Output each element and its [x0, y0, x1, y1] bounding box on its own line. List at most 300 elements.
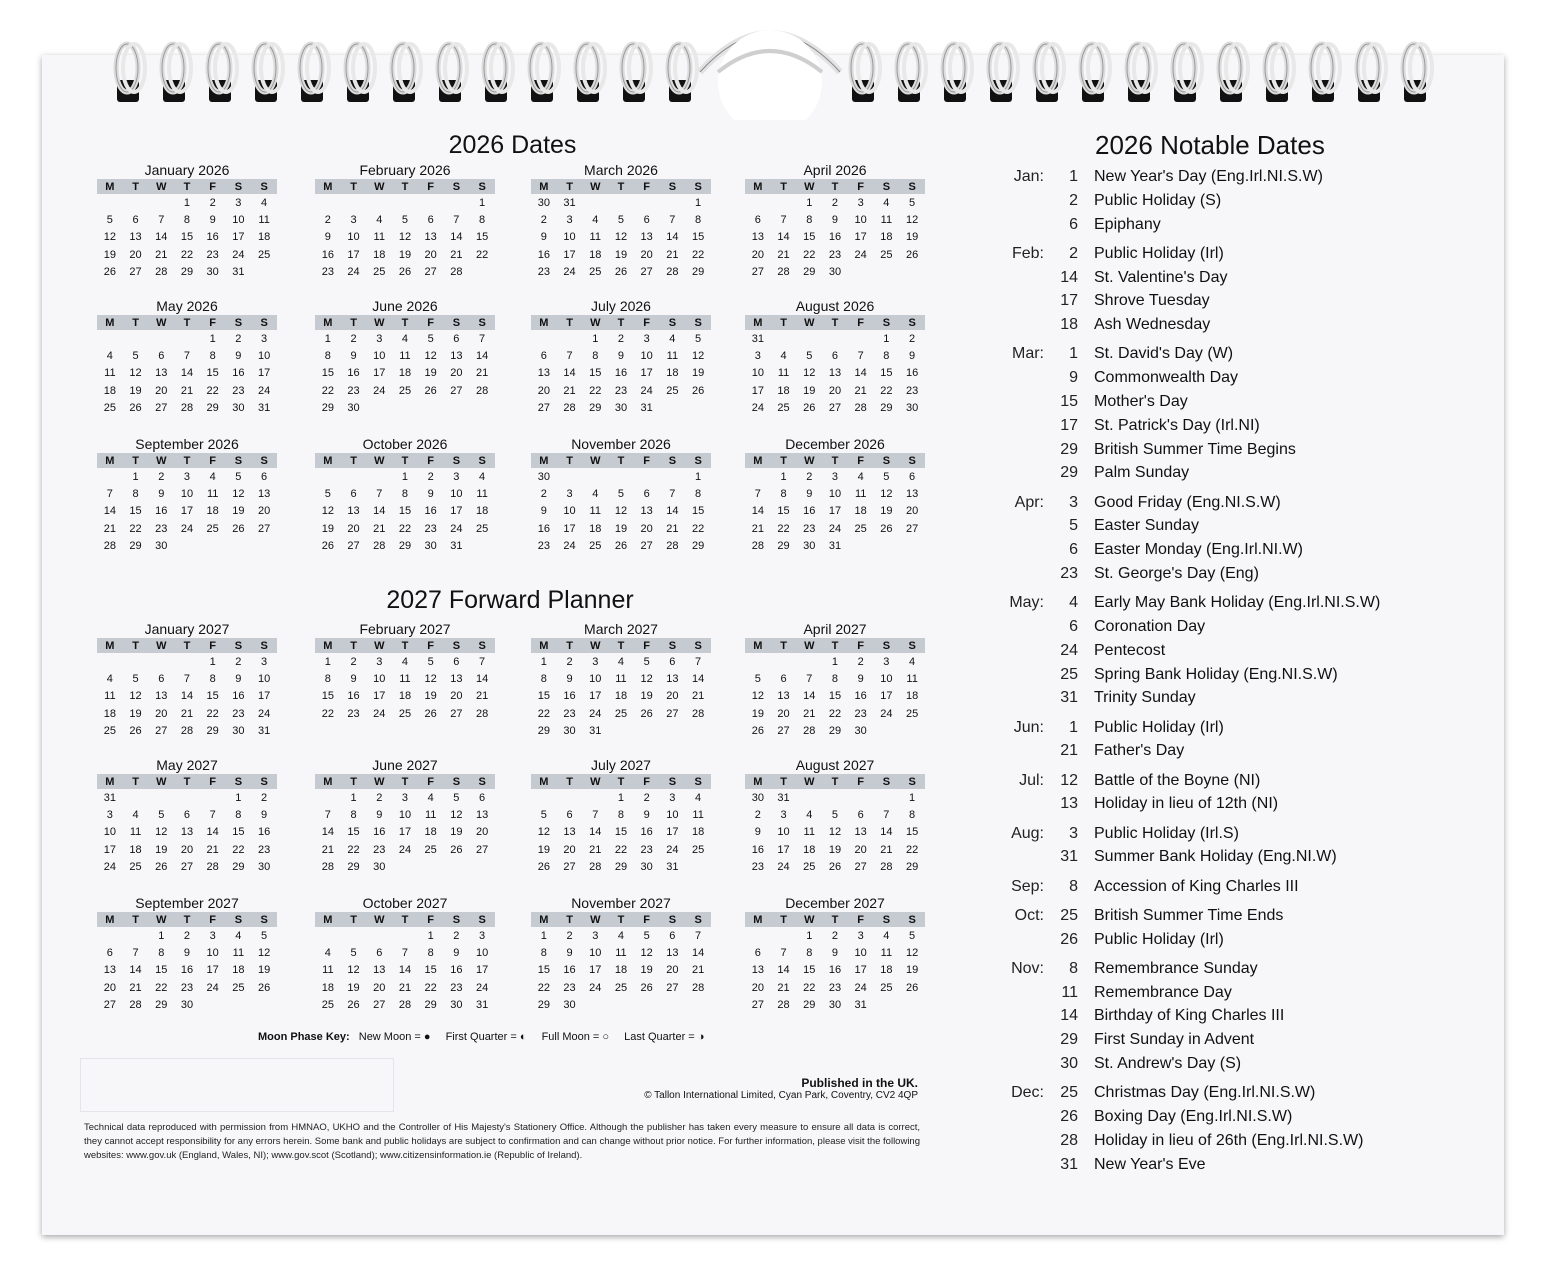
day-cell: 26: [232, 522, 245, 535]
day-cell: 7: [669, 488, 676, 501]
day-cell: 7: [566, 350, 573, 363]
notable-event: New Year's Day (Eng.Irl.NI.S.W): [1094, 168, 1323, 185]
day-cell: [226, 538, 252, 555]
day-cell: 16: [828, 231, 842, 244]
day-cell: 8: [209, 673, 216, 686]
weekday-header: T: [123, 453, 149, 468]
weekday-header: M: [315, 638, 341, 653]
day-cell: 18: [232, 964, 245, 977]
weekday-header: S: [226, 179, 252, 194]
notable-day: 25: [1060, 906, 1078, 924]
day-cell: 30: [614, 402, 628, 415]
notable-day: 29: [1060, 1031, 1078, 1049]
month-table: [531, 638, 711, 740]
day-cell: 30: [563, 999, 576, 1012]
day-cell: 30: [537, 470, 550, 483]
day-cell: 9: [540, 505, 547, 518]
weekday-header: F: [848, 179, 874, 194]
weekday-header: M: [97, 179, 123, 194]
day-cell: [899, 723, 925, 740]
day-cell: 25: [321, 999, 334, 1012]
day-cell: 29: [828, 725, 842, 738]
day-cell: 18: [905, 690, 919, 703]
day-cell: [315, 927, 341, 944]
weekday-header: T: [123, 774, 149, 789]
day-cell: 25: [475, 522, 489, 535]
day-cell: 19: [424, 690, 437, 703]
day-cell: 17: [828, 505, 842, 518]
day-cell: 29: [614, 861, 628, 874]
notable-event: Mother's Day: [1094, 393, 1188, 410]
weekday-header: W: [582, 179, 608, 194]
weekday-header: T: [341, 315, 367, 330]
weekday-header: F: [418, 315, 444, 330]
day-cell: 29: [155, 999, 168, 1012]
day-cell: 11: [666, 350, 679, 363]
label-box: [80, 1058, 394, 1112]
day-cell: 6: [376, 947, 383, 960]
day-cell: 16: [854, 690, 867, 703]
day-cell: 11: [615, 947, 627, 960]
day-cell: 18: [854, 505, 867, 518]
day-cell: 28: [854, 402, 867, 415]
day-cell: 6: [780, 673, 787, 686]
notable-day: 3: [1069, 824, 1078, 842]
month-name: January 2026: [144, 162, 230, 178]
day-cell: 19: [691, 367, 705, 380]
notable-day: 13: [1060, 795, 1078, 813]
weekday-header: T: [822, 638, 848, 653]
day-cell: 3: [376, 655, 383, 668]
day-cell: 28: [880, 861, 893, 874]
weekday-header: F: [418, 774, 444, 789]
weekday-header: S: [469, 638, 495, 653]
notable-day: 8: [1069, 959, 1078, 977]
day-cell: 25: [103, 402, 116, 415]
day-cell: 8: [617, 809, 625, 822]
day-cell: 29: [803, 266, 816, 279]
day-cell: 22: [232, 843, 245, 856]
notable-event: Battle of the Boyne (NI): [1094, 771, 1261, 789]
weekday-header: W: [796, 453, 822, 468]
day-cell: 2: [831, 929, 839, 942]
day-cell: 14: [475, 350, 489, 363]
month-name: August 2027: [795, 757, 875, 773]
day-cell: 20: [640, 248, 653, 261]
day-cell: [634, 194, 660, 211]
day-cell: 30: [155, 540, 168, 553]
weekday-header: T: [341, 453, 367, 468]
day-cell: 21: [691, 964, 705, 977]
day-cell: [848, 330, 874, 347]
day-cell: 30: [640, 861, 653, 874]
day-cell: 8: [183, 214, 191, 227]
day-cell: 23: [373, 843, 386, 856]
weekday-header: M: [97, 453, 123, 468]
notable-event: St. Andrew's Day (S): [1094, 1055, 1242, 1072]
day-cell: [341, 194, 367, 211]
day-cell: 4: [427, 791, 434, 804]
notable-day: 1: [1069, 168, 1078, 185]
day-cell: 29: [206, 725, 219, 738]
day-cell: 23: [828, 248, 842, 261]
day-cell: 12: [803, 367, 816, 380]
day-cell: 24: [450, 522, 463, 535]
day-cell: [148, 194, 174, 211]
day-cell: [771, 330, 797, 347]
day-cell: 5: [427, 655, 434, 668]
day-cell: 26: [905, 981, 919, 994]
day-cell: 18: [103, 384, 116, 397]
day-cell: 3: [566, 214, 573, 227]
day-cell: 22: [155, 981, 168, 994]
day-cell: 7: [453, 214, 460, 227]
month-table: [315, 774, 495, 876]
day-cell: 20: [751, 981, 764, 994]
notable-day: 17: [1060, 416, 1078, 434]
day-cell: 24: [347, 266, 360, 279]
day-cell: 28: [321, 861, 334, 874]
month-table: [97, 453, 277, 555]
day-cell: 21: [373, 522, 386, 535]
day-cell: 21: [103, 522, 116, 535]
weekday-header: W: [366, 774, 392, 789]
month-table: [745, 179, 925, 281]
day-cell: 25: [589, 540, 602, 553]
day-cell: 30: [828, 266, 842, 279]
day-cell: [822, 330, 848, 347]
weekday-header: M: [531, 912, 557, 927]
day-cell: 17: [666, 826, 679, 839]
day-cell: [315, 789, 341, 806]
notable-day: 1: [1069, 718, 1078, 736]
day-cell: 31: [232, 266, 245, 279]
day-cell: 15: [321, 690, 334, 703]
day-cell: 2: [324, 214, 331, 227]
day-cell: 16: [180, 964, 194, 977]
day-cell: 12: [103, 231, 116, 244]
day-cell: 6: [261, 470, 268, 483]
day-cell: 2: [806, 470, 813, 483]
day-cell: 21: [450, 248, 463, 261]
day-cell: 20: [905, 505, 919, 518]
day-cell: [745, 653, 771, 670]
day-cell: 11: [854, 488, 867, 501]
day-cell: 5: [643, 655, 650, 668]
day-cell: 9: [235, 350, 242, 363]
day-cell: 17: [563, 248, 576, 261]
day-cell: 5: [106, 214, 113, 227]
notable-event: Pentecost: [1094, 641, 1166, 659]
day-cell: 8: [540, 673, 547, 686]
month-table: [745, 774, 925, 876]
day-cell: 21: [398, 981, 412, 994]
day-cell: 22: [206, 707, 219, 720]
day-cell: 6: [857, 809, 864, 822]
day-cell: 19: [155, 843, 168, 856]
day-cell: 27: [751, 266, 764, 279]
day-cell: 5: [453, 791, 460, 804]
day-cell: 14: [563, 367, 576, 380]
day-cell: 18: [777, 384, 790, 397]
day-cell: 25: [666, 384, 679, 397]
day-cell: 9: [376, 809, 383, 822]
day-cell: 17: [103, 843, 116, 856]
day-cell: 22: [180, 248, 194, 261]
day-cell: [392, 194, 418, 211]
day-cell: 7: [183, 350, 191, 363]
day-cell: 21: [180, 707, 194, 720]
month-name: March 2026: [584, 162, 658, 178]
day-cell: 3: [566, 488, 573, 501]
weekday-header: S: [660, 179, 686, 194]
day-cell: 5: [427, 332, 434, 345]
notable-month-label: Mar:: [1012, 345, 1044, 363]
weekday-header: M: [745, 912, 771, 927]
notable-month-label: Apr:: [1014, 493, 1044, 511]
day-cell: 4: [132, 809, 139, 822]
day-cell: 19: [129, 384, 142, 397]
notable-event: Ash Wednesday: [1094, 316, 1211, 334]
day-cell: 11: [880, 947, 893, 960]
notable-day: 6: [1069, 215, 1078, 233]
day-cell: 2: [566, 929, 573, 942]
day-cell: 30: [751, 791, 764, 804]
day-cell: 26: [257, 981, 271, 994]
day-cell: 7: [324, 809, 331, 822]
day-cell: 24: [232, 248, 245, 261]
day-cell: [174, 330, 200, 347]
month-table: [97, 774, 277, 876]
day-cell: 18: [803, 843, 816, 856]
day-cell: 2: [427, 470, 434, 483]
cal2027-month-5: [97, 756, 277, 876]
day-cell: 10: [257, 350, 271, 363]
weekday-header: S: [874, 912, 900, 927]
month-table: [531, 453, 711, 555]
day-cell: [418, 400, 444, 417]
day-cell: 11: [104, 690, 116, 703]
day-cell: 5: [261, 929, 268, 942]
weekday-header: T: [392, 912, 418, 927]
day-cell: 16: [640, 826, 653, 839]
day-cell: 13: [563, 826, 576, 839]
day-cell: 20: [347, 522, 360, 535]
day-cell: 12: [424, 673, 437, 686]
day-cell: 19: [347, 981, 360, 994]
day-cell: [557, 330, 583, 347]
day-cell: 8: [350, 809, 357, 822]
day-cell: 6: [158, 350, 165, 363]
day-cell: 2: [617, 332, 625, 345]
day-cell: 17: [232, 231, 245, 244]
day-cell: 3: [376, 332, 383, 345]
day-cell: 21: [155, 248, 168, 261]
weekday-header: W: [582, 638, 608, 653]
day-cell: 30: [537, 196, 550, 209]
day-cell: 5: [695, 332, 702, 345]
day-cell: 12: [751, 690, 764, 703]
notable-month-label: May:: [1009, 594, 1044, 612]
day-cell: 1: [183, 196, 191, 209]
day-cell: 10: [854, 947, 867, 960]
day-cell: 25: [206, 522, 219, 535]
day-cell: 24: [257, 707, 271, 720]
month-name: November 2026: [571, 436, 671, 452]
weekday-header: W: [366, 912, 392, 927]
day-cell: 22: [691, 248, 705, 261]
weekday-header: S: [874, 179, 900, 194]
day-cell: [97, 653, 123, 670]
day-cell: 16: [563, 964, 576, 977]
day-cell: 26: [424, 384, 437, 397]
day-cell: 23: [614, 384, 628, 397]
day-cell: 10: [257, 673, 271, 686]
day-cell: 8: [806, 947, 813, 960]
weekday-header: F: [634, 774, 660, 789]
day-cell: 28: [666, 266, 679, 279]
day-cell: 9: [540, 231, 547, 244]
day-cell: 14: [691, 947, 705, 960]
notable-day: 18: [1060, 316, 1078, 334]
month-name: May 2027: [156, 757, 218, 773]
new-moon-key: New Moon = ●: [358, 1031, 431, 1043]
day-cell: 5: [831, 809, 839, 822]
day-cell: 12: [905, 214, 919, 227]
weekday-header: T: [174, 179, 200, 194]
day-cell: 24: [640, 384, 653, 397]
day-cell: 24: [373, 707, 386, 720]
day-cell: 9: [806, 488, 813, 501]
day-cell: [97, 927, 123, 944]
notable-day: 1: [1069, 345, 1078, 363]
day-cell: 9: [453, 947, 460, 960]
day-cell: 7: [780, 214, 787, 227]
weekday-header: S: [874, 315, 900, 330]
day-cell: 15: [129, 505, 142, 518]
day-cell: 6: [453, 332, 460, 345]
day-cell: 1: [695, 196, 702, 209]
notable-event: Public Holiday (S): [1094, 191, 1222, 209]
day-cell: 6: [132, 214, 139, 227]
month-table: [531, 912, 711, 1014]
weekday-header: S: [660, 912, 686, 927]
day-cell: 24: [475, 981, 489, 994]
weekday-header: W: [148, 315, 174, 330]
day-cell: 14: [803, 690, 816, 703]
day-cell: 13: [257, 488, 271, 501]
weekday-header: S: [899, 912, 925, 927]
day-cell: 12: [232, 488, 245, 501]
day-cell: 14: [854, 367, 867, 380]
day-cell: 7: [479, 332, 486, 345]
day-cell: 23: [854, 707, 867, 720]
day-cell: 14: [691, 673, 705, 686]
weekday-header: S: [226, 453, 252, 468]
weekday-header: W: [796, 179, 822, 194]
day-cell: 16: [232, 367, 245, 380]
day-cell: 23: [180, 981, 194, 994]
weekday-header: F: [200, 912, 226, 927]
day-cell: 2: [643, 791, 650, 804]
day-cell: [418, 194, 444, 211]
day-cell: 26: [640, 981, 653, 994]
day-cell: [899, 997, 925, 1014]
day-cell: 28: [450, 266, 463, 279]
day-cell: 7: [479, 655, 486, 668]
day-cell: 9: [183, 947, 191, 960]
day-cell: 22: [321, 707, 334, 720]
day-cell: 1: [695, 470, 702, 483]
day-cell: 29: [129, 540, 142, 553]
day-cell: 2: [209, 196, 216, 209]
day-cell: 5: [643, 929, 650, 942]
day-cell: 25: [129, 861, 142, 874]
day-cell: 30: [854, 725, 867, 738]
day-cell: 24: [854, 981, 867, 994]
day-cell: 27: [563, 861, 576, 874]
weekday-header: F: [200, 638, 226, 653]
notable-day: 14: [1060, 1007, 1078, 1025]
day-cell: 6: [754, 214, 761, 227]
day-cell: [315, 468, 341, 485]
weekday-header: S: [226, 912, 252, 927]
weekday-header: T: [123, 179, 149, 194]
day-cell: 8: [806, 214, 813, 227]
day-cell: 31: [777, 791, 790, 804]
day-cell: 21: [751, 522, 764, 535]
day-cell: 10: [232, 214, 245, 227]
day-cell: 27: [347, 540, 360, 553]
day-cell: 5: [909, 196, 916, 209]
day-cell: 29: [691, 266, 705, 279]
copyright-line: © Tallon International Limited, Cyan Park, Coventry, CV2 4QP: [644, 1090, 918, 1101]
day-cell: [97, 468, 123, 485]
day-cell: 26: [828, 861, 842, 874]
day-cell: 14: [373, 505, 386, 518]
day-cell: 19: [450, 826, 463, 839]
notable-day: 25: [1060, 665, 1078, 683]
day-cell: [418, 859, 444, 876]
weekday-header: S: [685, 315, 711, 330]
weekday-header: W: [148, 453, 174, 468]
day-cell: 29: [321, 402, 334, 415]
day-cell: 25: [905, 707, 919, 720]
day-cell: 1: [831, 655, 839, 668]
notable-day: 21: [1060, 742, 1078, 760]
day-cell: 17: [180, 505, 194, 518]
day-cell: 26: [103, 266, 116, 279]
day-cell: 31: [828, 540, 842, 553]
day-cell: 25: [232, 981, 245, 994]
weekday-header: M: [531, 774, 557, 789]
weekday-header: W: [366, 179, 392, 194]
day-cell: 21: [854, 384, 867, 397]
day-cell: 22: [614, 843, 628, 856]
day-cell: 29: [424, 999, 437, 1012]
day-cell: 13: [537, 367, 550, 380]
cal2027-month-11: [531, 894, 711, 1014]
day-cell: 16: [828, 964, 842, 977]
notable-day: 29: [1060, 440, 1078, 458]
weekday-header: W: [582, 315, 608, 330]
day-cell: 1: [909, 791, 916, 804]
day-cell: 5: [540, 809, 547, 822]
day-cell: 1: [324, 655, 331, 668]
day-cell: [634, 468, 660, 485]
day-cell: 3: [183, 470, 191, 483]
day-cell: 25: [880, 981, 893, 994]
